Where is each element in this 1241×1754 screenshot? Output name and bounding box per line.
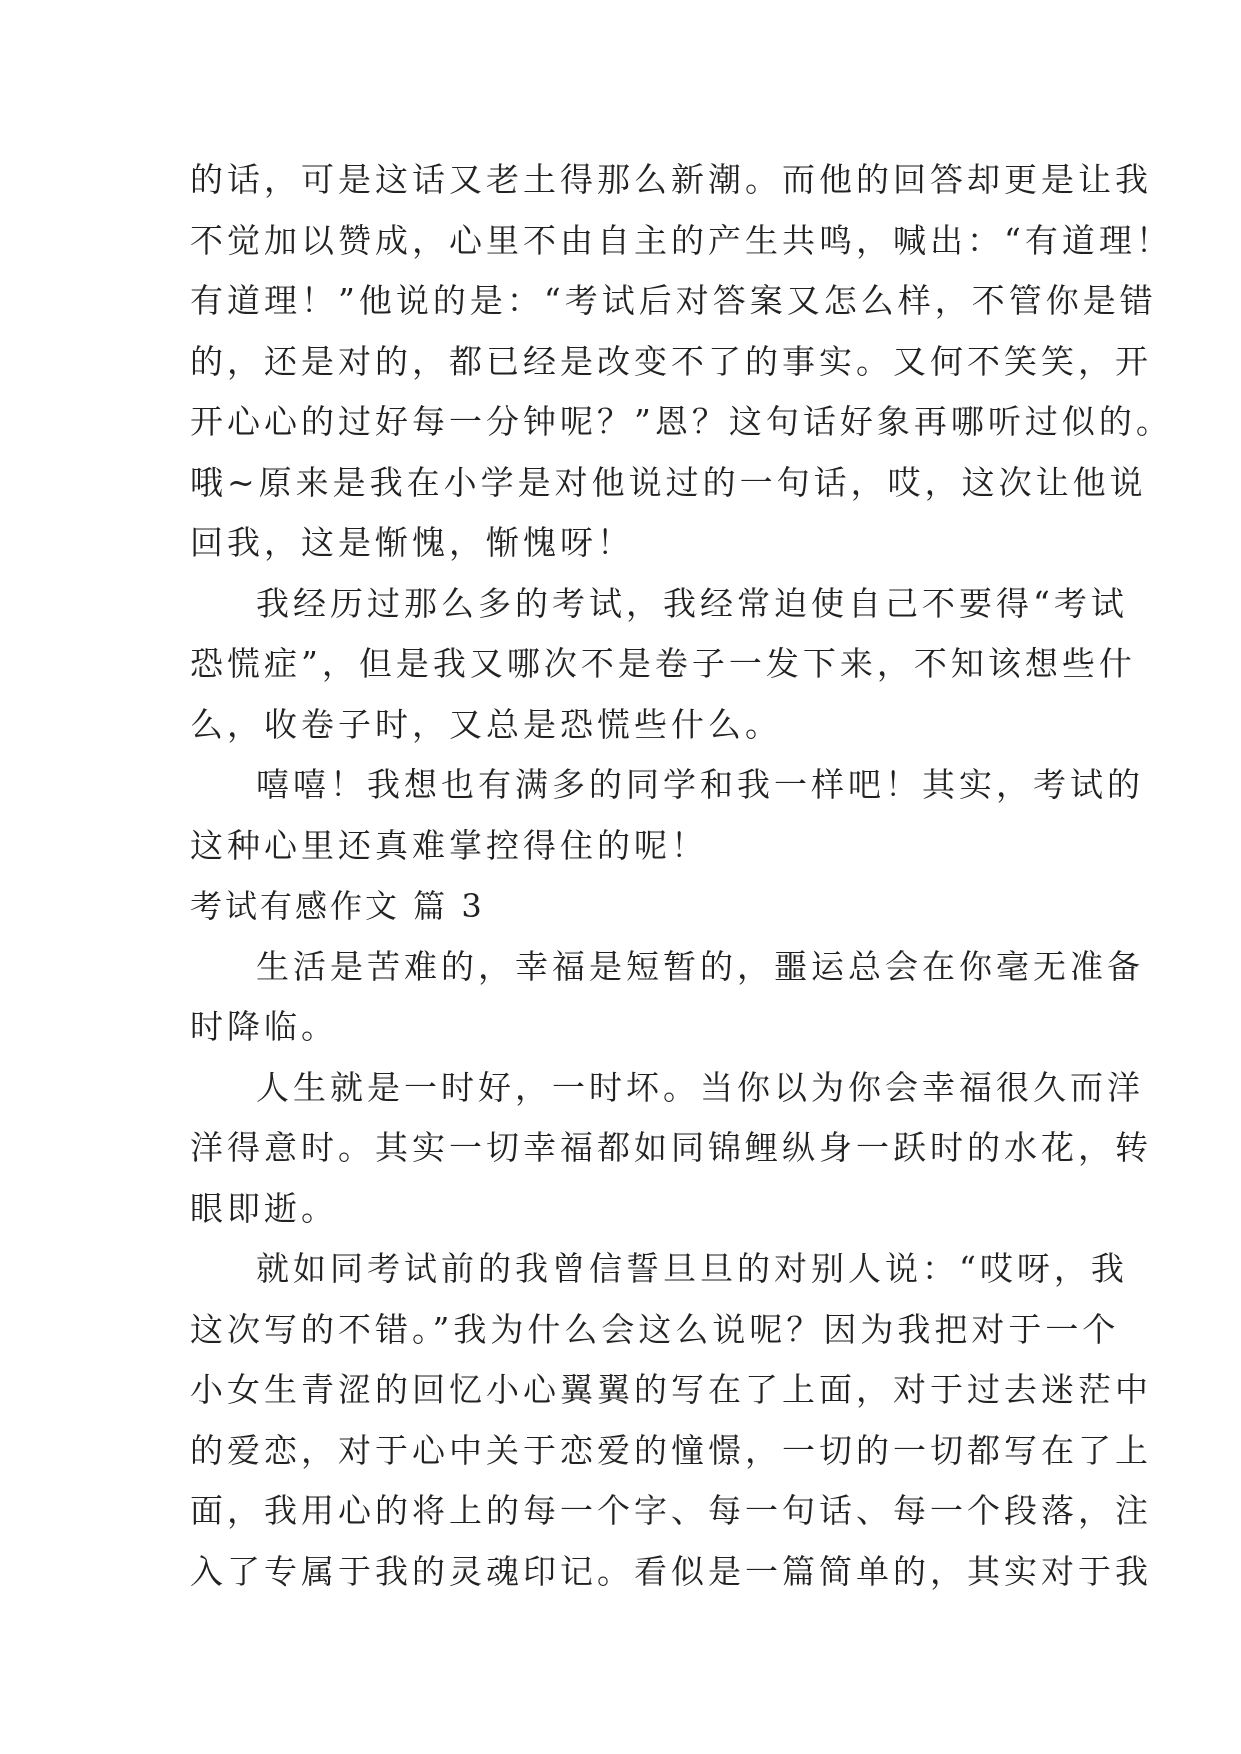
text-line: 嘻嘻！我想也有满多的同学和我一样吧！其实，考试的: [256, 765, 1144, 804]
text-line: 的话，可是这话又老土得那么新潮。而他的回答却更是让我: [190, 160, 1152, 199]
paragraph-1: [190, 150, 1173, 574]
text-line: 入了专属于我的灵魂印记。看似是一篇简单的，其实对于我: [190, 1551, 1152, 1591]
text-line: 恐慌症”，但是我又哪次不是卷子一发下来，不知该想些什: [190, 644, 1136, 683]
text-line: 么，收卷子时，又总是恐慌些什么。: [190, 704, 782, 744]
section-heading: 考试有感作文 篇 3: [190, 887, 485, 925]
text-line: 我经历过那么多的考试，我经常迫使自己不要得“考试: [256, 583, 1128, 623]
text-line: 时降临。: [190, 1007, 338, 1046]
text-line: 洋得意时。其实一切幸福都如同锦鲤纵身一跃时的水花，转: [190, 1128, 1152, 1167]
paragraph-4: [190, 937, 1144, 1058]
text-line: 回我，这是惭愧，惭愧呀！: [190, 523, 634, 562]
paragraph-5: [190, 1058, 1152, 1240]
text-line: 人生就是一时好，一时坏。当你以为你会幸福很久而洋: [256, 1067, 1144, 1107]
text-line: 哦~原来是我在小学是对他说过的一句话，哎，这次让他说: [190, 462, 1147, 502]
text-line: 不觉加以赞成，心里不由自主的产生共鸣，喊出：“有道理！: [190, 220, 1173, 260]
document-page: [190, 150, 1173, 1602]
text-line: 面，我用心的将上的每一个字、每一句话、每一个段落，注: [190, 1491, 1152, 1530]
text-line: 的，还是对的，都已经是改变不了的事实。又何不笑笑，开: [190, 341, 1152, 381]
text-line: 有道理！”他说的是：“考试后对答案又怎么样，不管你是错: [190, 281, 1157, 320]
paragraph-3: [190, 755, 1144, 876]
paragraph-2: [190, 574, 1136, 756]
text-line: 开心心的过好每一分钟呢？”恩？这句话好象再哪听过似的。: [190, 402, 1173, 441]
paragraph-6: [190, 1239, 1152, 1602]
text-line: 生活是苦难的，幸福是短暂的，噩运总会在你毫无准备: [256, 946, 1144, 986]
text-line: 小女生青涩的回忆小心翼翼的写在了上面，对于过去迷茫中: [190, 1370, 1152, 1409]
text-line: 这种心里还真难掌控得住的呢！: [190, 825, 708, 865]
text-line: 眼即逝。: [190, 1188, 338, 1228]
text-line: 的爱恋，对于心中关于恋爱的憧憬，一切的一切都写在了上: [190, 1430, 1152, 1470]
text-line: 就如同考试前的我曾信誓旦旦的对别人说：“哎呀，我: [256, 1249, 1128, 1288]
text-line: 这次写的不错。”我为什么会这么说呢？因为我把对于一个: [190, 1309, 1120, 1349]
